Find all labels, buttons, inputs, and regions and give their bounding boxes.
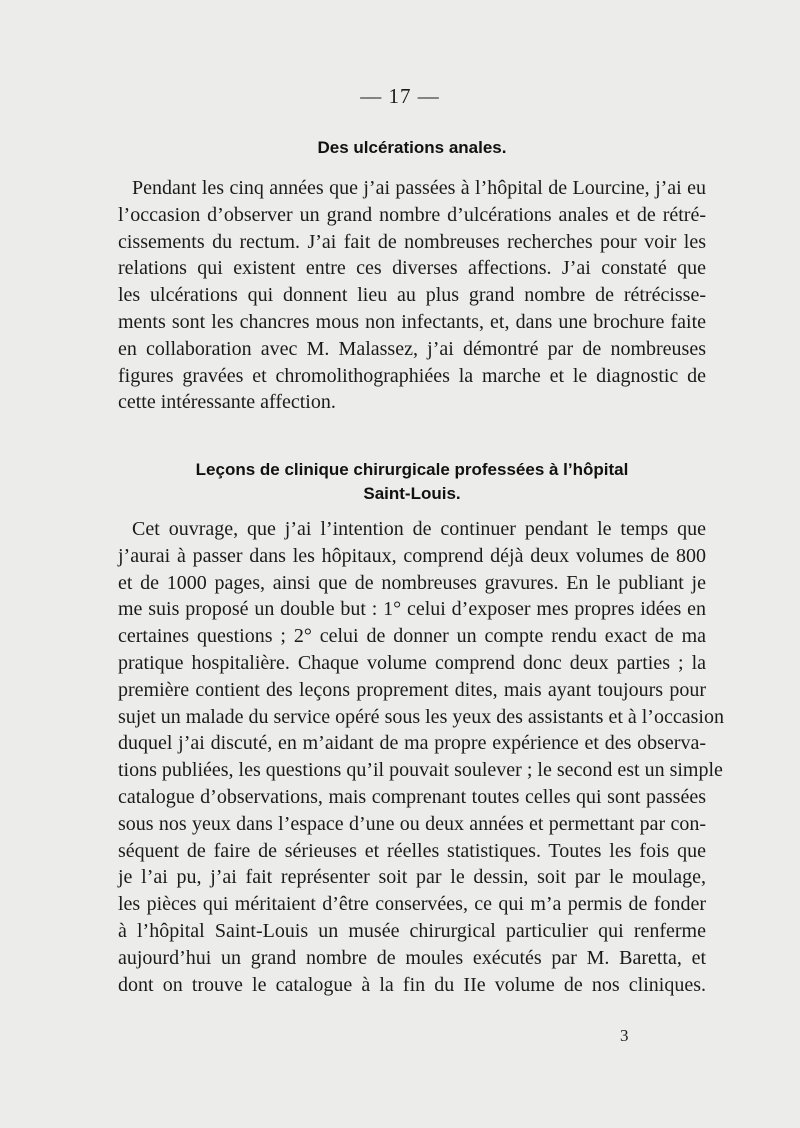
paragraph-line: ments sont les chancres mous non infectants, et, dans une brochure faite: [118, 310, 706, 333]
paragraph-line: les ulcérations qui donnent lieu au plus grand nombre de rétrécisse-: [118, 284, 706, 307]
paragraph-line: Cet ouvrage, que j’ai l’intention de continuer pendant le temps que: [132, 518, 706, 540]
paragraph-line: duquel j’ai discuté, en m’aidant de ma propre expérience et des observa-: [118, 732, 706, 755]
paragraph-line: et de 1000 pages, ainsi que de nombreuses gravures. En le publiant je: [118, 571, 706, 594]
paragraph-ulcerations: [118, 175, 706, 416]
paragraph-line: les pièces qui méritaient d’être conservées, ce qui m’a permis de fonder: [118, 893, 706, 916]
paragraph-line: sous nos yeux dans l’espace d’une ou deux années et permettant par con-: [118, 812, 706, 835]
paragraph-line: séquent de faire de sérieuses et réelles statistiques. Toutes les fois que: [118, 839, 706, 862]
section-title-ulcerations: Des ulcérations anales.: [317, 138, 507, 157]
paragraph-line: j’aurai à passer dans les hôpitaux, comprend déjà deux volumes de 800: [118, 544, 706, 567]
paragraph-lecons: [118, 516, 724, 998]
paragraph-line: cissements du rectum. J’ai fait de nombreuses recherches pour voir les: [118, 230, 706, 253]
paragraph-line: dont on trouve le catalogue à la fin du IIe volume de nos cliniques.: [118, 973, 706, 996]
paragraph-line: figures gravées et chromolithographiées la marche et le diagnostic de: [118, 364, 706, 387]
section-title-line: Leçons de clinique chirurgicale professées à l’hôpital: [195, 460, 629, 479]
paragraph-line: l’occasion d’observer un grand nombre d’ulcérations anales et de rétré-: [118, 203, 706, 226]
paragraph-line: Pendant les cinq années que j’ai passées à l’hôpital de Lourcine, j’ai eu: [132, 177, 706, 199]
page-number: — 17 —: [360, 84, 440, 108]
paragraph-line: tions publiées, les questions qu’il pouvait soulever ; le second est un simple: [118, 759, 723, 782]
section-title-lecons: [118, 458, 706, 506]
paragraph-line: sujet un malade du service opéré sous les yeux des assistants et à l’occasion: [118, 705, 724, 728]
paragraph-line: me suis proposé un double but : 1° celui d’exposer mes propres idées en: [118, 598, 706, 621]
section-title-line: Saint-Louis.: [363, 484, 461, 503]
paragraph-line: première contient des leçons proprement dites, mais ayant toujours pour: [118, 678, 706, 701]
paragraph-line: aujourd’hui un grand nombre de moules exécutés par M. Baretta, et: [118, 946, 706, 969]
paragraph-line: en collaboration avec M. Malassez, j’ai démontré par de nombreuses: [118, 337, 706, 360]
paragraph-line: relations qui existent entre ces diverses affections. J’ai constaté que: [118, 257, 706, 280]
paragraph-line: pratique hospitalière. Chaque volume comprend donc deux parties ; la: [118, 651, 706, 674]
paragraph-line: cette intéressante affection.: [118, 391, 336, 414]
signature-mark: 3: [620, 1026, 629, 1045]
paragraph-line: certaines questions ; 2° celui de donner un compte rendu exact de ma: [118, 625, 706, 648]
paragraph-line: catalogue d’observations, mais comprenant toutes celles qui sont passées: [118, 785, 706, 808]
paragraph-line: je l’ai pu, j’ai fait représenter soit par le dessin, soit par le moulage,: [118, 866, 706, 889]
paragraph-line: à l’hôpital Saint-Louis un musée chirurgical particulier qui renferme: [118, 919, 706, 942]
